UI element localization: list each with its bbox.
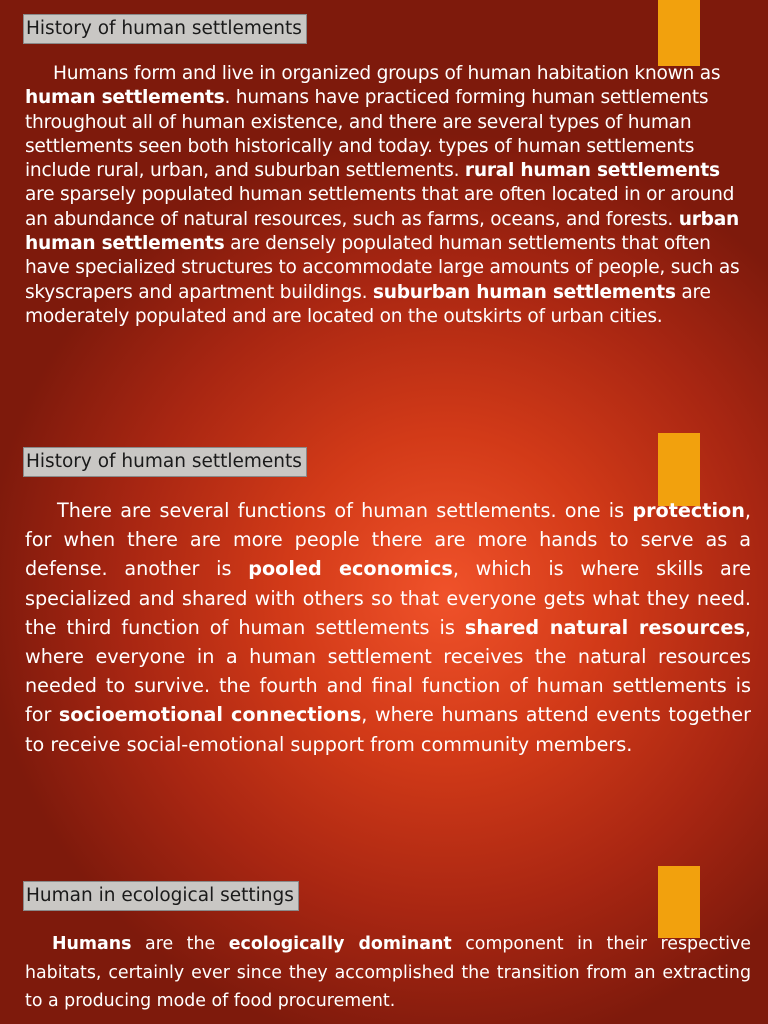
bold-term: protection	[632, 499, 745, 522]
text-run: Humans form and live in organized groups of human habitation known as	[53, 63, 721, 84]
paragraph-text	[25, 499, 751, 756]
text-run: , where everyone in a human settlement receives the natural resources needed to survive. the fourth and final function of human settlements is for	[25, 615, 751, 727]
slide-1	[0, 0, 768, 430]
section-title: History of human settlements	[23, 14, 307, 44]
text-run: are sparsely populated human settlements that are often located in or around an abundance of natural resources, such as farms, oceans, and forests.	[25, 184, 735, 230]
bold-term: urban human settlements	[25, 208, 740, 255]
paragraph-text	[25, 934, 751, 1011]
section-title: Human in ecological settings	[23, 881, 299, 911]
slide-2	[0, 430, 768, 860]
text-run: component in their respective habitats, certainly ever since they accomplished the transition from an extracting to a producing mode of food procurement.	[25, 934, 752, 1011]
paragraph-text	[25, 63, 739, 327]
section-title: History of human settlements	[23, 447, 307, 477]
accent-bar	[658, 866, 700, 938]
bold-term: suburban human settlements	[372, 281, 676, 303]
bold-term: socioemotional connections	[58, 703, 362, 727]
bold-term: ecologically dominant	[228, 934, 452, 954]
slide-3	[0, 860, 768, 1024]
text-run: , for when there are more people there are more hands to serve as a defense. another is	[25, 499, 751, 581]
bold-term: pooled economics	[248, 557, 453, 581]
text-run: are densely populated human settlements that often have specialized structures to accommodate large amounts of people, such as skyscrapers and apartment buildings.	[25, 233, 740, 303]
text-run: , where humans attend events together to receive social-emotional support from community members.	[25, 703, 751, 756]
bold-term: shared natural resources	[464, 615, 745, 639]
accent-bar	[658, 0, 700, 66]
text-run: . humans have practiced forming human settlements throughout all of human existence, and there are several types of human settlements seen both historically and today. types of human settlements include rural, urban, and suburban settlements.	[25, 87, 709, 182]
bold-term: rural human settlements	[464, 160, 720, 182]
text-run: are the	[131, 934, 229, 954]
text-run: are moderately populated and are located on the outskirts of urban cities.	[25, 281, 711, 327]
text-run: , which is where skills are specialized and shared with others so that everyone gets what they need. the third function of human settlements is	[25, 557, 751, 639]
section-paragraph	[25, 62, 750, 329]
section-paragraph	[25, 496, 751, 759]
text-run: There are several functions of human settlements. one is	[57, 499, 633, 522]
bold-term: human settlements	[25, 87, 225, 109]
section-paragraph	[25, 930, 751, 1016]
bold-term: Humans	[52, 934, 132, 954]
